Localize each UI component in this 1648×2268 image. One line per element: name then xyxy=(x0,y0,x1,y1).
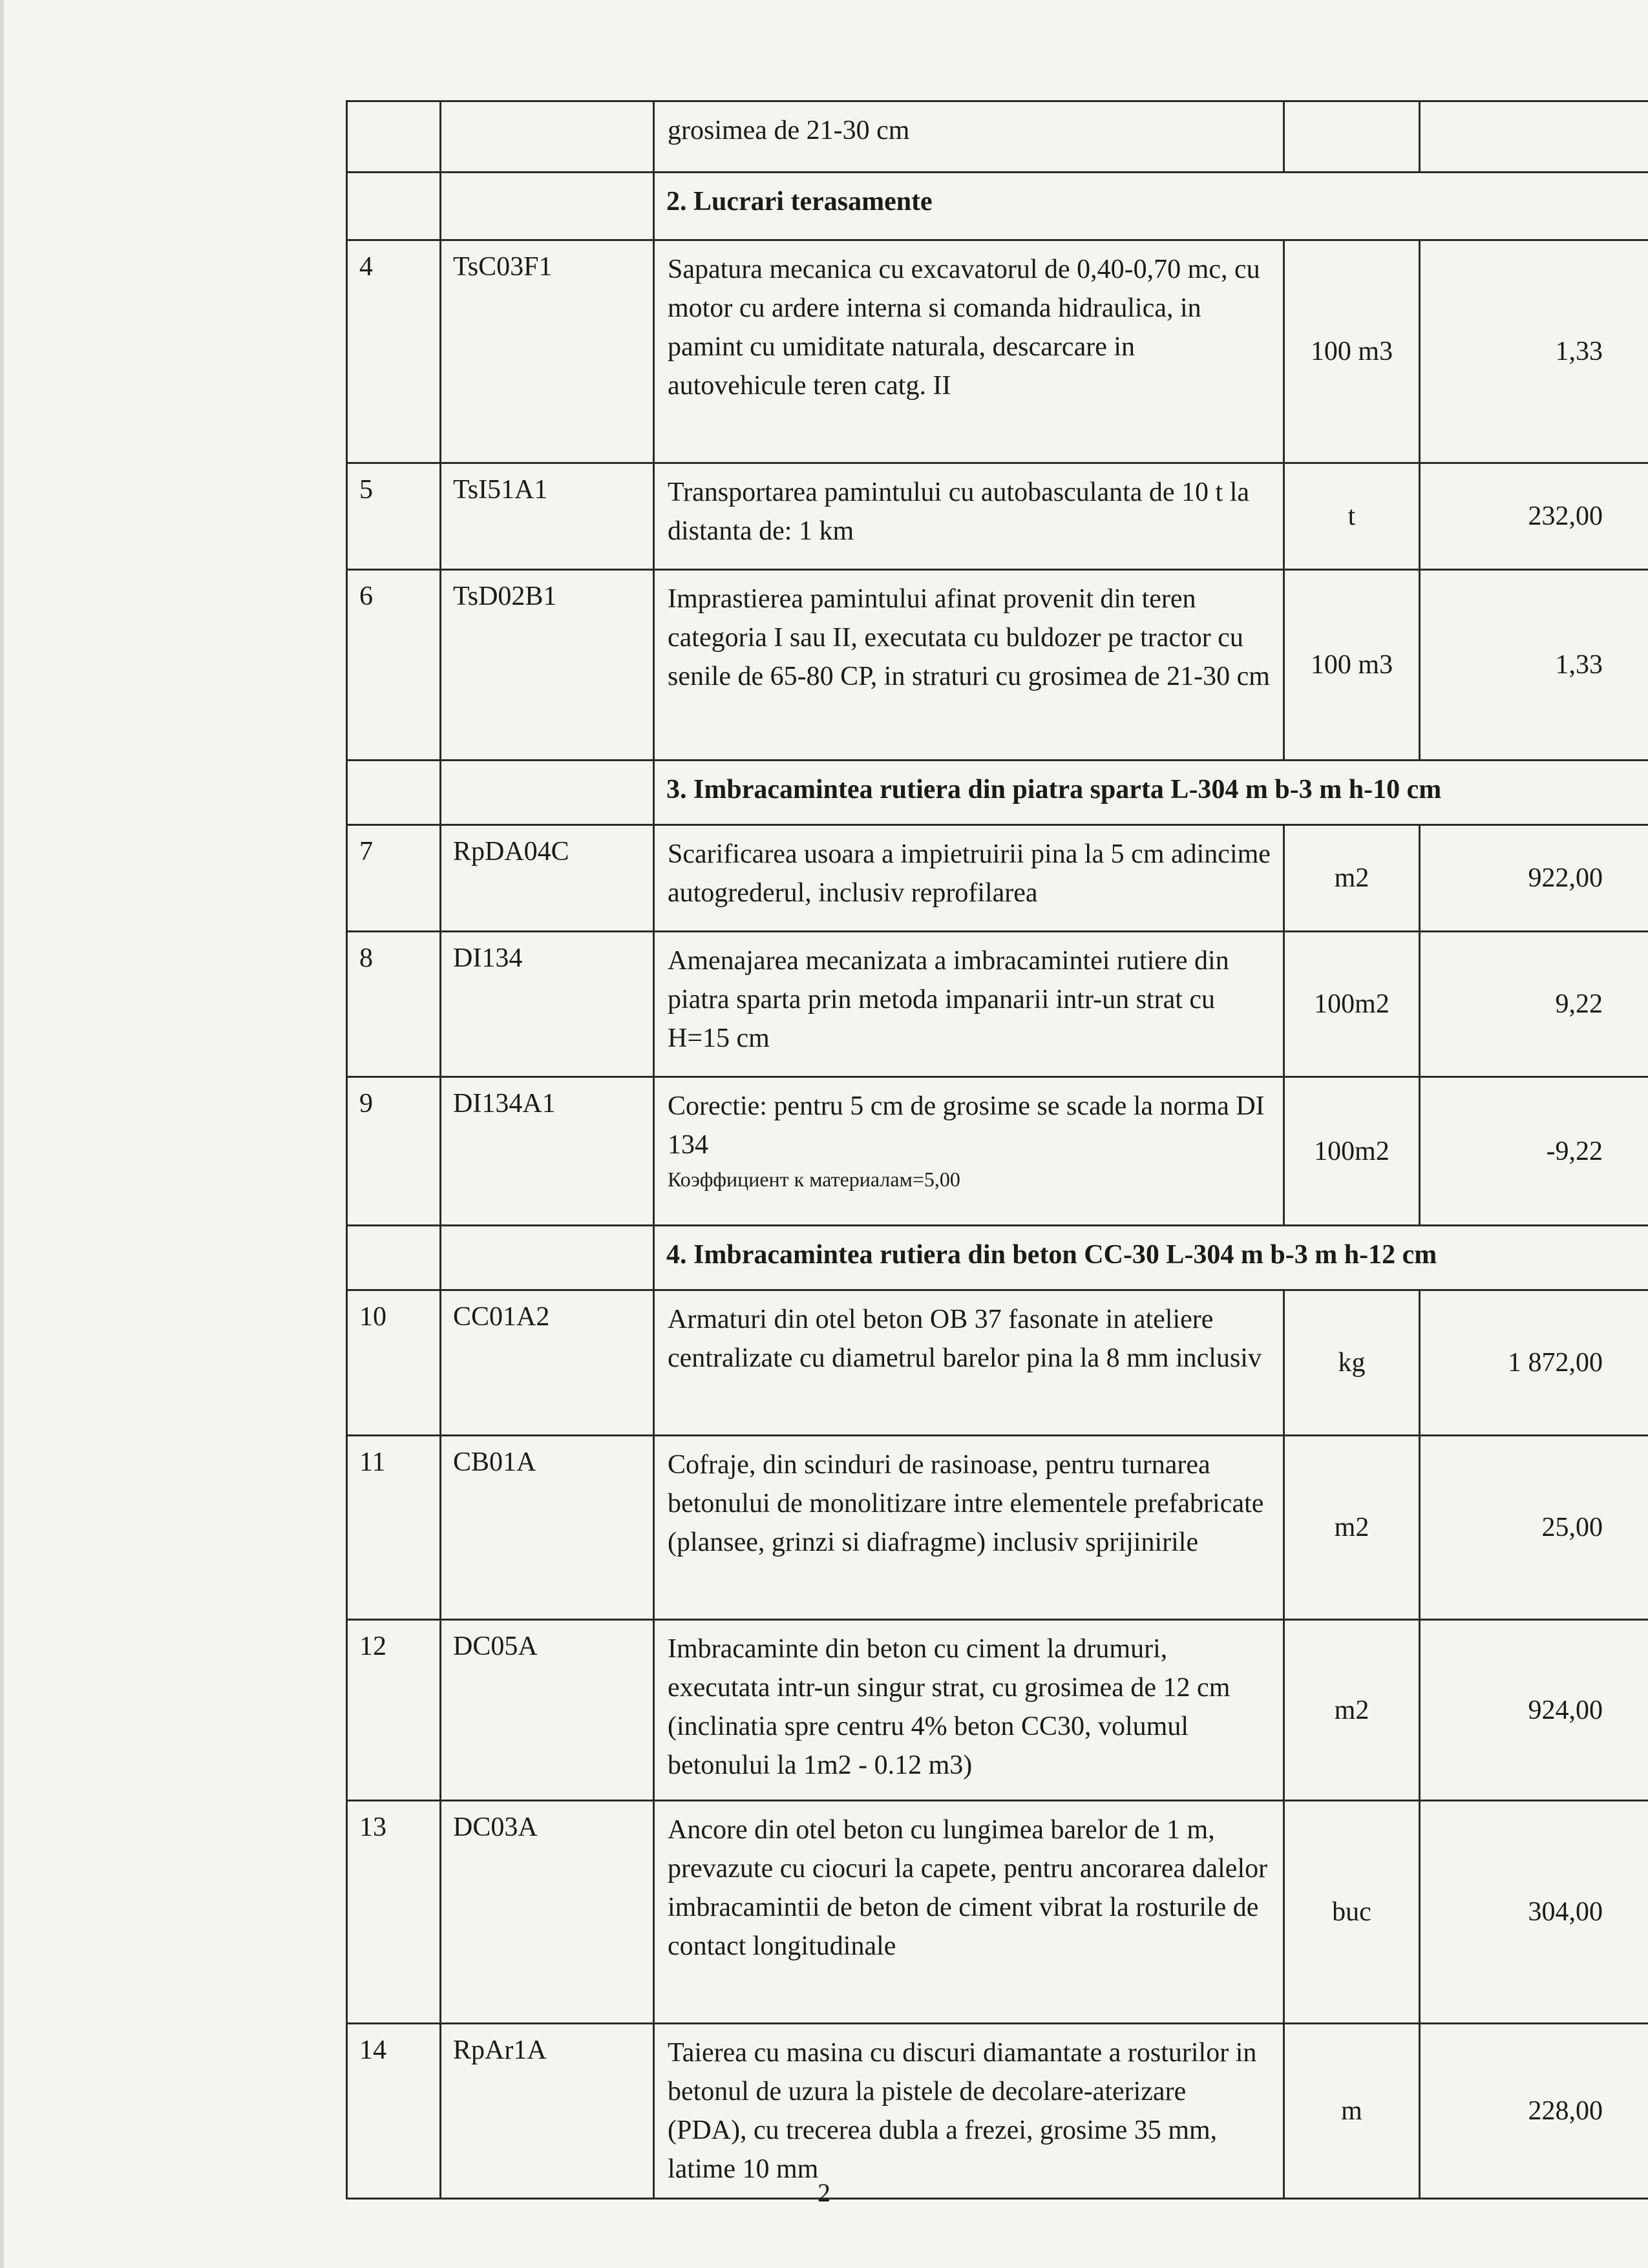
item-quantity: 1,33 xyxy=(1420,570,1648,761)
item-code: DC03A xyxy=(441,1801,654,2024)
item-description xyxy=(654,1620,1284,1801)
row-number: 14 xyxy=(347,2024,441,2199)
item-code: TsI51A1 xyxy=(441,463,654,570)
row-number: 8 xyxy=(347,932,441,1077)
row-number: 7 xyxy=(347,825,441,932)
section-empty-cell xyxy=(441,173,654,240)
item-description xyxy=(654,240,1284,463)
section-row xyxy=(347,761,1648,825)
table-row xyxy=(347,1290,1648,1436)
row-number: 12 xyxy=(347,1620,441,1801)
table-row xyxy=(347,825,1648,932)
section-row xyxy=(347,1226,1648,1290)
description-text: Corectie: pentru 5 cm de grosime se scade la norma DI 134 xyxy=(668,1091,1265,1160)
item-quantity: 1 872,00 xyxy=(1420,1290,1648,1436)
item-code: CC01A2 xyxy=(441,1290,654,1436)
item-code: CB01A xyxy=(441,1436,654,1620)
item-description xyxy=(654,2024,1284,2199)
item-unit: m xyxy=(1284,2024,1420,2199)
row-number: 9 xyxy=(347,1077,441,1226)
item-quantity: 232,00 xyxy=(1420,463,1648,570)
item-quantity: 304,00 xyxy=(1420,1801,1648,2024)
table-row xyxy=(347,1436,1648,1620)
item-quantity: 1,33 xyxy=(1420,240,1648,463)
table-row xyxy=(347,240,1648,463)
description-text: Taierea cu masina cu discuri diamantate a rosturilor in betonul de uzura la pistele de decolare-aterizare (PDA), cu trecerea dubla a frezei, grosime 35 mm, latime 10 mm xyxy=(668,2038,1257,2184)
item-quantity: 9,22 xyxy=(1420,932,1648,1077)
item-unit: m2 xyxy=(1284,1436,1420,1620)
item-code: RpAr1A xyxy=(441,2024,654,2199)
section-empty-cell xyxy=(441,761,654,825)
item-description xyxy=(654,101,1284,173)
item-code xyxy=(441,101,654,173)
item-description xyxy=(654,1436,1284,1620)
table-row xyxy=(347,1801,1648,2024)
item-description xyxy=(654,570,1284,761)
item-quantity: 924,00 xyxy=(1420,1620,1648,1801)
item-quantity: -9,22 xyxy=(1420,1077,1648,1226)
section-title: 2. Lucrari terasamente xyxy=(654,173,1648,240)
section-empty-cell xyxy=(347,1226,441,1290)
item-quantity: 25,00 xyxy=(1420,1436,1648,1620)
table-row xyxy=(347,1620,1648,1801)
item-unit: m2 xyxy=(1284,1620,1420,1801)
row-number: 11 xyxy=(347,1436,441,1620)
item-unit: buc xyxy=(1284,1801,1420,2024)
description-text: Transportarea pamintului cu autobasculanta de 10 t la distanta de: 1 km xyxy=(668,478,1250,546)
description-text: Sapatura mecanica cu excavatorul de 0,40-0,70 mc, cu motor cu ardere interna si comanda hidraulica, in pamint cu umiditate naturala, descarcare in autovehicule teren catg. II xyxy=(668,255,1260,401)
item-code: RpDA04C xyxy=(441,825,654,932)
item-unit: 100 m3 xyxy=(1284,240,1420,463)
section-empty-cell xyxy=(347,761,441,825)
item-unit: 100m2 xyxy=(1284,932,1420,1077)
item-code: TsD02B1 xyxy=(441,570,654,761)
section-empty-cell xyxy=(347,173,441,240)
item-unit xyxy=(1284,101,1420,173)
description-text: Imbracaminte din beton cu ciment la drumuri, executata intr-un singur strat, cu grosimea de 12 cm (inclinatia spre centru 4% beton CC30, volumul betonului la 1m2 - 0.12 m3) xyxy=(668,1634,1231,1780)
item-quantity: 228,00 xyxy=(1420,2024,1648,2199)
item-quantity: 922,00 xyxy=(1420,825,1648,932)
item-description xyxy=(654,1077,1284,1226)
section-row xyxy=(347,173,1648,240)
row-number: 13 xyxy=(347,1801,441,2024)
table-row xyxy=(347,2024,1648,2199)
table-row xyxy=(347,932,1648,1077)
item-description xyxy=(654,932,1284,1077)
item-description xyxy=(654,1801,1284,2024)
row-number xyxy=(347,101,441,173)
description-text: Imprastierea pamintului afinat provenit din teren categoria I sau II, executata cu buldozer pe tractor cu senile de 65-80 CP, in straturi cu grosimea de 21-30 cm xyxy=(668,584,1270,691)
item-description xyxy=(654,1290,1284,1436)
section-empty-cell xyxy=(441,1226,654,1290)
description-note: Коэффициент к материалам=5,00 xyxy=(668,1168,960,1191)
section-title: 4. Imbracamintea rutiera din beton CC-30 L-304 m b-3 m h-12 cm xyxy=(654,1226,1648,1290)
item-code: TsC03F1 xyxy=(441,240,654,463)
row-number: 6 xyxy=(347,570,441,761)
description-text: grosimea de 21-30 cm xyxy=(668,116,910,145)
item-unit: 100 m3 xyxy=(1284,570,1420,761)
item-description xyxy=(654,825,1284,932)
row-number: 4 xyxy=(347,240,441,463)
item-unit: m2 xyxy=(1284,825,1420,932)
item-quantity xyxy=(1420,101,1648,173)
item-unit: t xyxy=(1284,463,1420,570)
estimate-table xyxy=(346,100,1648,2200)
description-text: Cofraje, din scinduri de rasinoase, pentru turnarea betonului de monolitizare intre elementele prefabricate (plansee, grinzi si diafragme) inclusiv sprijinirile xyxy=(668,1450,1264,1557)
item-code: DC05A xyxy=(441,1620,654,1801)
table-row xyxy=(347,570,1648,761)
item-unit: kg xyxy=(1284,1290,1420,1436)
table-row xyxy=(347,1077,1648,1226)
description-text: Scarificarea usoara a impietruirii pina la 5 cm adincime autogrederul, inclusiv reprofilarea xyxy=(668,839,1271,908)
page-number: 2 xyxy=(818,2178,830,2207)
table-row xyxy=(347,463,1648,570)
item-description xyxy=(654,463,1284,570)
description-text: Armaturi din otel beton OB 37 fasonate in ateliere centralizate cu diametrul barelor pina la 8 mm inclusiv xyxy=(668,1305,1262,1373)
scan-edge-mark xyxy=(0,0,4,2268)
section-title: 3. Imbracamintea rutiera din piatra sparta L-304 m b-3 m h-10 cm xyxy=(654,761,1648,825)
description-text: Amenajarea mecanizata a imbracamintei rutiere din piatra sparta prin metoda impanarii intr-un strat cu H=15 cm xyxy=(668,946,1229,1053)
description-text: Ancore din otel beton cu lungimea barelor de 1 m, prevazute cu ciocuri la capete, pentru ancorarea dalelor imbracamintii de beton de ciment vibrat la rosturile de contact longitudinale xyxy=(668,1815,1268,1961)
item-unit: 100m2 xyxy=(1284,1077,1420,1226)
table-body xyxy=(347,101,1648,2199)
row-number: 5 xyxy=(347,463,441,570)
row-number: 10 xyxy=(347,1290,441,1436)
item-code: DI134 xyxy=(441,932,654,1077)
table-row xyxy=(347,101,1648,173)
item-code: DI134A1 xyxy=(441,1077,654,1226)
